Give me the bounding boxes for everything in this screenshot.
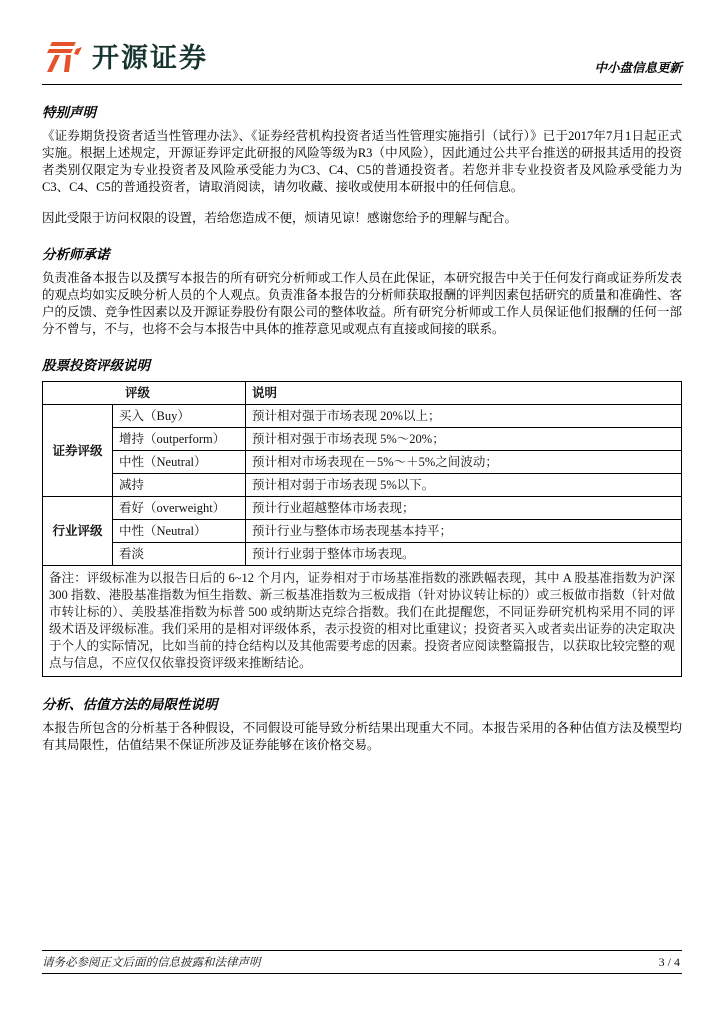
logo-icon bbox=[42, 39, 84, 78]
rating-table bbox=[42, 381, 682, 677]
section-title-special-statement: 特别声明 bbox=[42, 105, 96, 120]
page-footer bbox=[42, 950, 682, 974]
group-label-industry: 行业评级 bbox=[43, 497, 113, 566]
rating-cell: 看淡 bbox=[113, 543, 246, 566]
section-title-analyst-commitment: 分析师承诺 bbox=[42, 247, 110, 262]
section-limitations bbox=[42, 693, 682, 754]
logo-text: 开源证券 bbox=[92, 43, 208, 73]
rating-cell: 中性（Neutral） bbox=[113, 520, 246, 543]
rating-remark: 备注：评级标准为以报告日后的 6~12 个月内，证券相对于市场基准指数的涨跌幅表现，其中 A 股基准指数为沪深 300 指数、港股基准指数为恒生指数、新三板基准指数为三板成指（针对协议转让标的）或三板做市指数（针对做市转让标的）、美股基准指数为标普 500 或纳斯达克综合指数。我们在此提醒您，不同证券研究机构采用不同的评级术语及评级标准。我们采用的是相对评级体系，表示投资的相对比重建议；投资者买入或者卖出证券的决定取决于个人的实际情况，比如当前的持仓结构以及其他需要考虑的因素。投资者应阅读整篇报告，以获取比较完整的观点与信息，不应仅仅依靠投资评级来推断结论。 bbox=[43, 566, 682, 677]
section-title-limitations: 分析、估值方法的局限性说明 bbox=[42, 697, 218, 712]
report-type-label: 中小盘信息更新 bbox=[594, 61, 682, 75]
description-cell: 预计行业超越整体市场表现； bbox=[246, 497, 682, 520]
rating-cell: 看好（overweight） bbox=[113, 497, 246, 520]
special-statement-paragraph-1: 《证券期货投资者适当性管理办法》、《证券经营机构投资者适当性管理实施指引（试行）》已于2017年7月1日起正式实施。根据上述规定，开源证券评定此研报的风险等级为R3（中风险），因此通过公共平台推送的研报其适用的投资者类别仅限定为专业投资者及风险承受能力为C3、C4、C5的普通投资者。若您并非专业投资者及风险承受能力为C3、C4、C5的普通投资者，请取消阅读，请勿收藏、接收或使用本研报中的任何信息。 bbox=[42, 129, 682, 194]
footer-divider-bottom bbox=[42, 973, 682, 974]
section-special-statement bbox=[42, 101, 682, 227]
group-label-securities: 证券评级 bbox=[43, 405, 113, 497]
section-rating-description bbox=[42, 354, 682, 677]
rating-cell: 中性（Neutral） bbox=[113, 451, 246, 474]
rating-cell: 买入（Buy） bbox=[113, 405, 246, 428]
header-divider bbox=[42, 84, 682, 85]
description-cell: 预计相对市场表现在－5%～＋5%之间波动； bbox=[246, 451, 682, 474]
rating-cell: 减持 bbox=[113, 474, 246, 497]
company-logo bbox=[42, 39, 208, 78]
rating-table-remark-row bbox=[43, 566, 682, 677]
table-row bbox=[43, 543, 682, 566]
description-cell: 预计行业与整体市场表现基本持平； bbox=[246, 520, 682, 543]
page-header bbox=[42, 26, 682, 78]
table-row bbox=[43, 520, 682, 543]
section-analyst-commitment bbox=[42, 243, 682, 338]
analyst-commitment-paragraph: 负责准备本报告以及撰写本报告的所有研究分析师或工作人员在此保证，本研究报告中关于任何发行商或证券所发表的观点均如实反映分析人员的个人观点。负责准备本报告的分析师获取报酬的评判因素包括研究的质量和准确性、客户的反馈、竞争性因素以及开源证券股份有限公司的整体收益。所有研究分析师或工作人员保证他们报酬的任何一部分不曾与，不与，也将不会与本报告中具体的推荐意见或观点有直接或间接的联系。 bbox=[42, 271, 682, 336]
table-row bbox=[43, 497, 682, 520]
rating-cell: 增持（outperform） bbox=[113, 428, 246, 451]
rating-table-header-row bbox=[43, 382, 682, 405]
description-cell: 预计相对弱于市场表现 5%以下。 bbox=[246, 474, 682, 497]
rating-column-header: 评级 bbox=[43, 382, 246, 405]
special-statement-paragraph-2: 因此受限于访问权限的设置，若给您造成不便，烦请见谅！感谢您给予的理解与配合。 bbox=[42, 211, 518, 225]
description-column-header: 说明 bbox=[246, 382, 682, 405]
table-row bbox=[43, 428, 682, 451]
description-cell: 预计相对强于市场表现 5%～20%； bbox=[246, 428, 682, 451]
description-cell: 预计行业弱于整体市场表现。 bbox=[246, 543, 682, 566]
description-cell: 预计相对强于市场表现 20%以上； bbox=[246, 405, 682, 428]
limitations-paragraph: 本报告所包含的分析基于各种假设，不同假设可能导致分析结果出现重大不同。本报告采用的各种估值方法及模型均有其局限性，估值结果不保证所涉及证券能够在该价格交易。 bbox=[42, 721, 682, 752]
table-row bbox=[43, 405, 682, 428]
footer-disclaimer: 请务必参阅正文后面的信息披露和法律声明 bbox=[42, 957, 261, 969]
section-title-rating-description: 股票投资评级说明 bbox=[42, 358, 150, 373]
page-number: 3 / 4 bbox=[658, 954, 680, 969]
table-row bbox=[43, 474, 682, 497]
table-row bbox=[43, 451, 682, 474]
